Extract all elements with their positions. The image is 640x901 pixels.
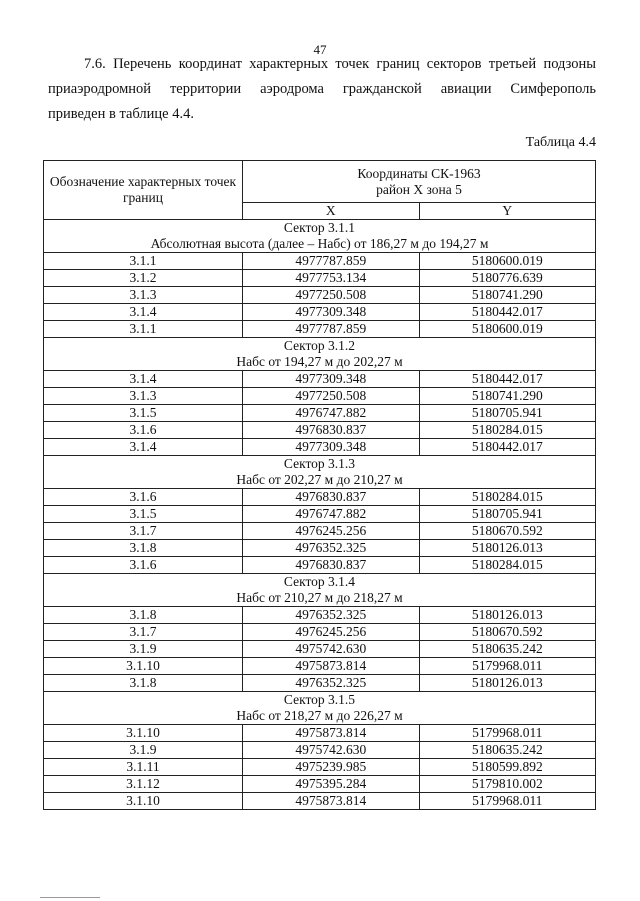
x-coordinate-cell: 4976245.256 (243, 624, 420, 641)
point-id-cell: 3.1.6 (44, 489, 243, 506)
table-row (44, 422, 596, 439)
table-row (44, 405, 596, 422)
table-row (44, 793, 596, 810)
point-id-cell: 3.1.1 (44, 253, 243, 270)
point-id-cell: 3.1.8 (44, 675, 243, 692)
x-coordinate-cell: 4977753.134 (243, 270, 420, 287)
point-id-cell: 3.1.7 (44, 624, 243, 641)
table-row (44, 675, 596, 692)
table-row (44, 607, 596, 624)
table-row (44, 540, 596, 557)
x-coordinate-cell: 4977787.859 (243, 253, 420, 270)
y-coordinate-cell: 5180284.015 (419, 557, 596, 574)
point-id-cell: 3.1.4 (44, 371, 243, 388)
x-coordinate-cell: 4977309.348 (243, 371, 420, 388)
point-id-cell: 3.1.9 (44, 641, 243, 658)
x-coordinate-cell: 4975873.814 (243, 793, 420, 810)
y-coordinate-cell: 5179968.011 (419, 658, 596, 675)
y-coordinate-cell: 5180284.015 (419, 422, 596, 439)
sector-title: Сектор 3.1.2 (283, 338, 356, 353)
intro-line: 7.6. Перечень координат характерных точек границ секторов третьей подзоны (84, 56, 596, 72)
table-row (44, 658, 596, 675)
header-point-designation: Обозначение характерных точек границ (44, 161, 243, 220)
sector-header-row (44, 456, 596, 489)
x-coordinate-cell: 4976352.325 (243, 607, 420, 624)
table-row (44, 371, 596, 388)
sector-header (44, 692, 596, 725)
header-coordinate-system-line2: район X зона 5 (376, 181, 462, 197)
y-coordinate-cell: 5179968.011 (419, 793, 596, 810)
point-id-cell: 3.1.9 (44, 742, 243, 759)
y-coordinate-cell: 5180670.592 (419, 624, 596, 641)
y-coordinate-cell: 5180126.013 (419, 675, 596, 692)
sector-title: Сектор 3.1.5 (283, 692, 356, 707)
point-id-cell: 3.1.4 (44, 304, 243, 321)
table-row (44, 742, 596, 759)
y-coordinate-cell: 5179810.002 (419, 776, 596, 793)
x-coordinate-cell: 4975395.284 (243, 776, 420, 793)
point-id-cell: 3.1.5 (44, 405, 243, 422)
point-id-cell: 3.1.4 (44, 439, 243, 456)
sector-header-row (44, 338, 596, 371)
table-row (44, 253, 596, 270)
table-row (44, 557, 596, 574)
table-row (44, 641, 596, 658)
table-row (44, 304, 596, 321)
x-coordinate-cell: 4976245.256 (243, 523, 420, 540)
table-row (44, 624, 596, 641)
x-coordinate-cell: 4976747.882 (243, 405, 420, 422)
sector-altitude-range: Абсолютная высота (далее – Набс) от 186,27 м до 194,27 м (150, 236, 489, 251)
sector-title: Сектор 3.1.4 (283, 574, 356, 589)
y-coordinate-cell: 5180284.015 (419, 489, 596, 506)
sector-header-row (44, 692, 596, 725)
point-id-cell: 3.1.8 (44, 540, 243, 557)
y-coordinate-cell: 5180741.290 (419, 388, 596, 405)
x-coordinate-cell: 4975742.630 (243, 641, 420, 658)
table-row (44, 489, 596, 506)
x-coordinate-cell: 4975742.630 (243, 742, 420, 759)
x-coordinate-cell: 4977787.859 (243, 321, 420, 338)
y-coordinate-cell: 5179968.011 (419, 725, 596, 742)
table-row (44, 321, 596, 338)
y-coordinate-cell: 5180600.019 (419, 253, 596, 270)
x-coordinate-cell: 4976830.837 (243, 557, 420, 574)
sector-header-row (44, 574, 596, 607)
intro-paragraph (48, 52, 596, 127)
y-coordinate-cell: 5180635.242 (419, 641, 596, 658)
table-row (44, 759, 596, 776)
sector-altitude-range: Набс от 194,27 м до 202,27 м (236, 354, 403, 369)
point-id-cell: 3.1.8 (44, 607, 243, 624)
point-id-cell: 3.1.10 (44, 725, 243, 742)
y-coordinate-cell: 5180126.013 (419, 607, 596, 624)
point-id-cell: 3.1.1 (44, 321, 243, 338)
sector-header-row (44, 220, 596, 253)
table-row (44, 725, 596, 742)
y-coordinate-cell: 5180600.019 (419, 321, 596, 338)
x-coordinate-cell: 4976747.882 (243, 506, 420, 523)
sector-altitude-range: Набс от 210,27 м до 218,27 м (236, 590, 403, 605)
point-id-cell: 3.1.5 (44, 506, 243, 523)
x-coordinate-cell: 4976352.325 (243, 540, 420, 557)
point-id-cell: 3.1.6 (44, 422, 243, 439)
sector-header (44, 456, 596, 489)
x-coordinate-cell: 4976830.837 (243, 489, 420, 506)
x-coordinate-cell: 4977250.508 (243, 287, 420, 304)
sector-title: Сектор 3.1.1 (283, 220, 356, 235)
table-row (44, 388, 596, 405)
x-coordinate-cell: 4977250.508 (243, 388, 420, 405)
table-row (44, 776, 596, 793)
point-id-cell: 3.1.3 (44, 287, 243, 304)
header-x: X (243, 203, 420, 220)
table-row (44, 270, 596, 287)
sector-header (44, 338, 596, 371)
table-row (44, 439, 596, 456)
table-row (44, 523, 596, 540)
x-coordinate-cell: 4977309.348 (243, 304, 420, 321)
sector-title: Сектор 3.1.3 (283, 456, 356, 471)
y-coordinate-cell: 5180670.592 (419, 523, 596, 540)
point-id-cell: 3.1.10 (44, 793, 243, 810)
page-number: 47 (313, 42, 327, 57)
intro-line: приаэродромной территории аэродрома гражданской авиации Симферополь (48, 81, 596, 97)
table-row (44, 506, 596, 523)
x-coordinate-cell: 4976352.325 (243, 675, 420, 692)
y-coordinate-cell: 5180741.290 (419, 287, 596, 304)
point-id-cell: 3.1.7 (44, 523, 243, 540)
point-id-cell: 3.1.3 (44, 388, 243, 405)
x-coordinate-cell: 4976830.837 (243, 422, 420, 439)
y-coordinate-cell: 5180126.013 (419, 540, 596, 557)
sector-header (44, 220, 596, 253)
point-id-cell: 3.1.2 (44, 270, 243, 287)
page-bottom-rule (40, 897, 100, 898)
y-coordinate-cell: 5180599.892 (419, 759, 596, 776)
x-coordinate-cell: 4975873.814 (243, 658, 420, 675)
header-y: Y (419, 203, 596, 220)
sector-header (44, 574, 596, 607)
y-coordinate-cell: 5180635.242 (419, 742, 596, 759)
coordinates-table (43, 160, 596, 810)
table-body (44, 220, 596, 810)
y-coordinate-cell: 5180442.017 (419, 371, 596, 388)
header-coordinate-system (243, 161, 596, 203)
point-id-cell: 3.1.11 (44, 759, 243, 776)
y-coordinate-cell: 5180442.017 (419, 304, 596, 321)
x-coordinate-cell: 4977309.348 (243, 439, 420, 456)
y-coordinate-cell: 5180705.941 (419, 405, 596, 422)
x-coordinate-cell: 4975239.985 (243, 759, 420, 776)
y-coordinate-cell: 5180705.941 (419, 506, 596, 523)
y-coordinate-cell: 5180442.017 (419, 439, 596, 456)
sector-altitude-range: Набс от 218,27 м до 226,27 м (236, 708, 403, 723)
table-row (44, 287, 596, 304)
table-caption: Таблица 4.4 (525, 135, 596, 150)
sector-altitude-range: Набс от 202,27 м до 210,27 м (236, 472, 403, 487)
intro-line: приведен в таблице 4.4. (48, 106, 194, 122)
point-id-cell: 3.1.10 (44, 658, 243, 675)
header-coordinate-system-line1: Координаты СК-1963 (357, 165, 481, 181)
y-coordinate-cell: 5180776.639 (419, 270, 596, 287)
x-coordinate-cell: 4975873.814 (243, 725, 420, 742)
point-id-cell: 3.1.12 (44, 776, 243, 793)
point-id-cell: 3.1.6 (44, 557, 243, 574)
